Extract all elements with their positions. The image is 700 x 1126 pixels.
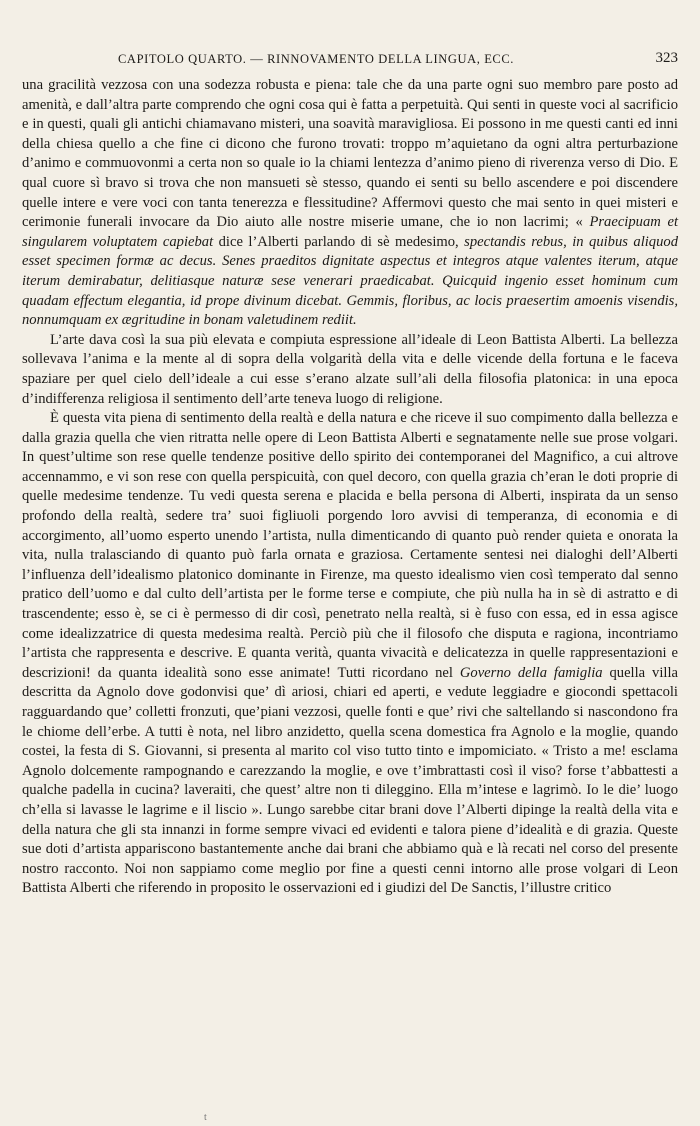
footer-mark: t xyxy=(204,1112,207,1123)
text-run: È questa vita piena di sentimento della realtà e della natura e che riceve il suo compimento dalla bellezza e dalla grazia quella che vien ritratta nelle opere di Leon Battista Alberti e segnatamente nelle sue prose volgari. In quest’ultime son rese quelle tendenze positive dello spirito dei contemporanei del Magnifico, a cui altrove accennammo, e vi son rese con quella perspicuità, con quel decoro, con quella grazia ch’eran le doti proprie di quelle medesime tendenze. Tu vedi questa serena e placida e bella persona di Alberti, inspirata da un senso profondo della realtà, sedere tra’ suoi figliuoli porgendo loro avvisi di temperanza, di economia e di accorgimento, all’uomo esperto unendo l’artista, nulla dimenticando di quanto può render quieta e onorata la vita, nulla tralasciando di quanto può farla ornata e graziosa. Certamente sentesi nei dialoghi dell’Alberti l’influenza dell’idealismo platonico dominante in Firenze, ma questo idealismo vien così temperato dal senno pratico dell’uomo e dal culto dell’artista per le forme terse e compiute, che più nulla ha in sè di astratto e di trascendente; esso è, se ci è permesso di dir così, penetrato nella realtà, si è fuso con essa, ed in essa agisce come idealizzatrice di questa medesima realtà. Perciò più che il filosofo che disputa e ragiona, incontriamo l’artista che rappresenta e descrive. E quanta verità, quanta vivacità e delicatezza in quelle rappresentazioni e descrizioni! da quanta idealità sono esse animate! Tutti ricordano nel xyxy=(22,410,678,681)
page-header xyxy=(22,52,678,72)
text-run: una gracilità vezzosa con una sodezza robusta e piena: tale che da una parte ogni suo membro pare posto ad amenità, e dall’altra parte comprendo che ogni cosa qui è fatta a perpetuità. Qui senti in queste voci al sacrificio e in questi, quali gli antichi chiamavano misteri, una soavità maravigliosa. Ei possono in me questi canti ed inni della chiesa quello a che fine ci dicono che furono trovati: troppo m’aquietano da ogni altra perturbazione d’animo e commuovonmi a certa non so quale io la chiami lentezza d’animo pieno di riverenza verso di Dio. E qual cuore sì bravo si trova che non mansueti sè stesso, quando ei senti su bello ascendere e poi discendere quelle intere e vere voci con tanta tenerezza e flessitudine? Affermovi questo che mai sento in quei misteri e cerimonie funerali invocare da Dio aiuto alle nostre miserie umane, che io non lacrimi; « xyxy=(22,77,678,231)
paragraph-2 xyxy=(22,331,678,409)
latin-quote: spectandis rebus, in quibus aliquod esset specimen formæ ac decus. Senes praeditos dignitate aspectus et integros atque valentes iterum, atque iterum demirabatur, delitiasque naturæ sese venerari praedicabat. Quicquid ingenio esset hominum cum quadam effectum elegantia, id prope divinum dicebat. Gemmis, floribus, ac locis praesertim amoenis visendis, nonnumquam ex ægritudine in bonam valetudinem rediit. xyxy=(22,233,678,329)
text-run: L’arte dava così la sua più elevata e compiuta espressione all’ideale di Leon Battista Alberti. La bellezza sollevava l’anima e la mente al di sopra della volgarità della vita e delle vicende della fortuna e le faceva spaziare per quel cielo dell’ideale a cui esse s’erano alzate sull’ali della filosofia platonica: in una epoca d’indifferenza religiosa il sentimento dell’arte teneva luogo di religione. xyxy=(22,331,678,407)
paragraph-1 xyxy=(22,76,678,331)
text-run: quella villa descritta da Agnolo dove godonvisi que’ dì ariosi, chiari ed aperti, e vedute leggiadre e giocondi spettacoli ragguardando que’ colletti fronzuti, que’piani vezzosi, quelle fonti e que’ rivi che saltellando si nascondono fra le chiome dell’erbe. A tutti è nota, nel libro anzidetto, quella scena domestica fra Agnolo e la moglie, quando costei, la festa di S. Giovanni, si presenta al marito col viso tutto tinto e impomiciato. « Tristo a me! esclama Agnolo dolcemente rampognando e carezzando la moglie, e ove t’imbrattasti così il viso? forse t’abbattesti a qualche padella in cucina? laveraiti, che quest’ altre non ti dileggino. Ella m’intese e lagrimò. Io le die’ luogo ch’ella si lavasse le lagrime e il liscio ». Lungo sarebbe citar brani dove l’Alberti dipinge la realtà della vita e della natura che gli sta innanzi in forme sempre vivaci ed evidenti e talora piene d’idealità e di grazia. Queste sue doti d’artista appariscono bastantemente anche dai brani che abbiamo quà e là recati nel corso del presente nostro racconto. Noi non sappiamo come meglio por fine a questi cenni intorno alle prose volgari di Leon Battista Alberti che riferendo in proposito le osservazioni ed i giudizi del De Sanctis, l’illustre critico xyxy=(22,664,678,897)
paragraph-3 xyxy=(22,409,678,899)
book-title: Governo della famiglia xyxy=(459,664,603,681)
text-run: dice l’Alberti parlando di sè medesimo, xyxy=(213,233,465,250)
latin-quote: Praecipuam et singularem voluptatem capiebat xyxy=(22,214,678,250)
body-text xyxy=(22,76,678,899)
running-title: CAPITOLO QUARTO. — RINNOVAMENTO DELLA LINGUA, ECC. xyxy=(118,52,515,66)
page-number: 323 xyxy=(655,50,678,66)
